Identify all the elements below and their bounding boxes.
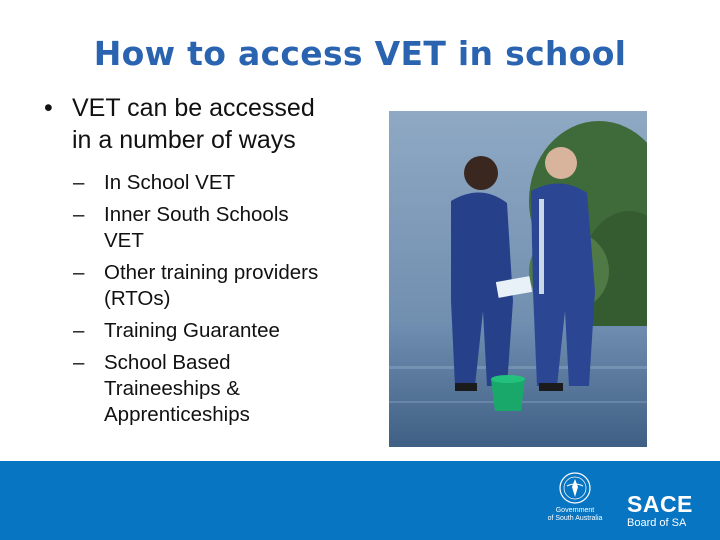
dash-marker: – bbox=[73, 261, 85, 284]
dash-marker: – bbox=[73, 203, 85, 226]
sub-bullet-line: (RTOs) bbox=[104, 287, 171, 310]
sub-bullet-line: Traineeships & bbox=[104, 377, 240, 400]
bullet-marker: • bbox=[44, 94, 53, 122]
sub-bullet-list bbox=[44, 170, 384, 428]
sub-bullet-other-training-providers bbox=[44, 260, 384, 312]
dash-marker: – bbox=[73, 171, 85, 194]
footer-band bbox=[0, 461, 720, 540]
students-wetland-photo bbox=[389, 111, 647, 447]
government-line-1: Government bbox=[555, 507, 595, 514]
sace-logo bbox=[627, 492, 693, 529]
dash-marker: – bbox=[73, 351, 85, 374]
sub-bullet-line: Training Guarantee bbox=[104, 319, 280, 342]
main-bullet bbox=[44, 92, 384, 156]
sub-bullet-line: Inner South Schools bbox=[104, 203, 289, 226]
slide-content bbox=[44, 92, 384, 434]
sace-name: SACE bbox=[627, 491, 693, 517]
photo-illustration bbox=[389, 111, 647, 447]
government-line-2: of South Australia bbox=[547, 515, 603, 522]
sace-subtitle: Board of SA bbox=[627, 517, 687, 529]
sub-bullet-line: School Based bbox=[104, 351, 231, 374]
main-bullet-line-2: in a number of ways bbox=[72, 126, 296, 154]
dash-marker: – bbox=[73, 319, 85, 342]
sub-bullet-inner-south-schools bbox=[44, 202, 384, 254]
sub-bullet-line: VET bbox=[104, 229, 144, 252]
sub-bullet-training-guarantee bbox=[44, 318, 384, 344]
government-logo-text bbox=[540, 507, 610, 523]
sub-bullet-in-school-vet bbox=[44, 170, 384, 196]
sub-bullet-school-based-traineeships bbox=[44, 350, 384, 428]
sub-bullet-line: Other training providers bbox=[104, 261, 319, 284]
main-bullet-line-1: VET can be accessed bbox=[72, 94, 315, 122]
sub-bullet-line: In School VET bbox=[104, 171, 236, 194]
slide-title: How to access VET in school bbox=[93, 34, 627, 73]
sub-bullet-line: Apprenticeships bbox=[104, 403, 250, 426]
